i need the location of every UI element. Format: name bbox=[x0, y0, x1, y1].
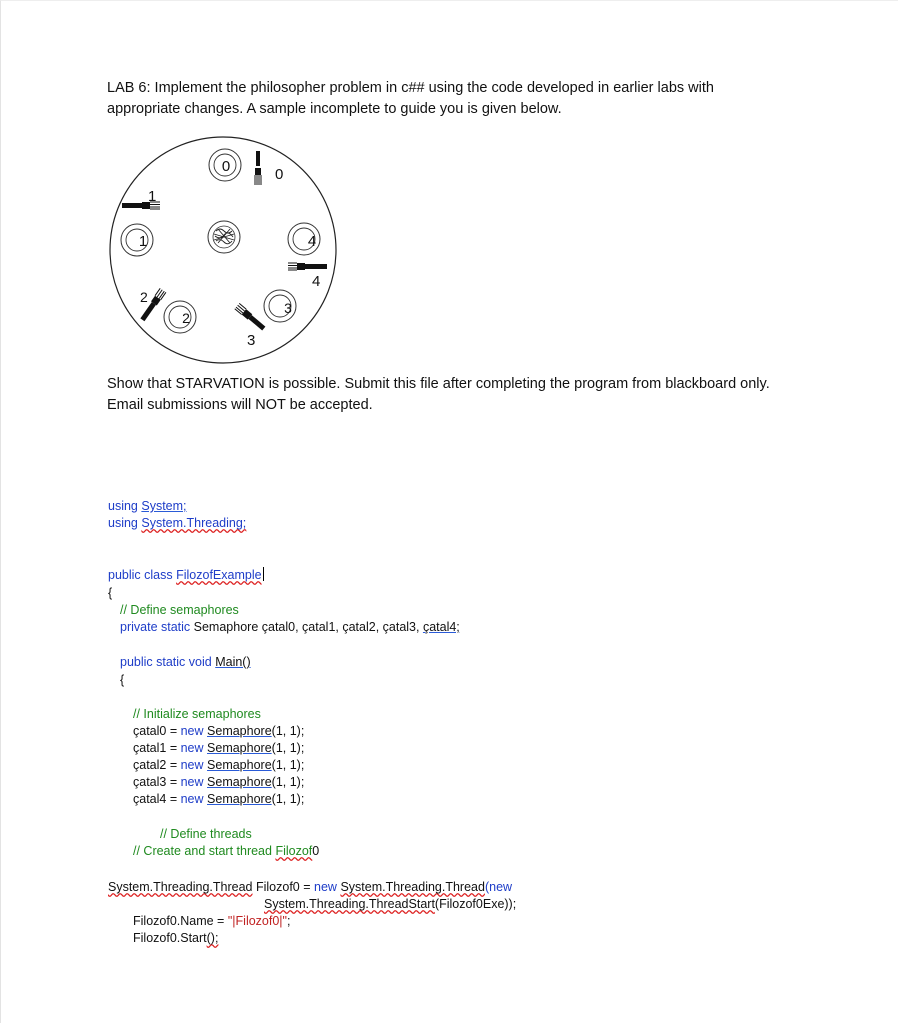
type: Semaphore bbox=[207, 758, 272, 772]
plate-label-1: 1 bbox=[138, 233, 148, 250]
code-class-declaration bbox=[108, 567, 264, 585]
plate-label-0: 0 bbox=[221, 158, 231, 175]
constructor: System.Threading.Thread bbox=[340, 880, 485, 894]
code-init-line bbox=[133, 757, 304, 775]
keyword: new bbox=[180, 775, 204, 789]
plate-label-3: 3 bbox=[284, 300, 292, 316]
intro-line-2: appropriate changes. A sample incomplete to guide you is given below. bbox=[107, 101, 562, 117]
type: System.Threading.Thread bbox=[108, 880, 253, 894]
fork-label-0: 0 bbox=[275, 166, 284, 183]
keyword: new bbox=[180, 724, 204, 738]
fork-4-icon bbox=[288, 263, 327, 270]
intro-paragraph bbox=[107, 78, 827, 120]
code-thread-declaration bbox=[108, 879, 512, 897]
variable: çatal2 = bbox=[133, 758, 181, 772]
args: (1, 1); bbox=[271, 724, 305, 738]
intro-line-1: LAB 6: Implement the philosopher problem in c## using the code developed in earlier labs with bbox=[107, 80, 714, 96]
type: System.Threading.ThreadStart bbox=[264, 897, 435, 911]
code-field-declaration bbox=[120, 619, 460, 637]
fork-label-2: 2 bbox=[140, 289, 148, 305]
code-open-brace: { bbox=[108, 586, 113, 600]
keyword: private static bbox=[120, 620, 191, 634]
comment-name: Filozof bbox=[275, 844, 313, 858]
center-dish-icon bbox=[208, 221, 240, 253]
plate-label-2: 2 bbox=[182, 310, 190, 326]
keyword: new bbox=[180, 741, 204, 755]
fork-0-icon bbox=[255, 151, 261, 185]
comment-number: 0 bbox=[312, 844, 320, 858]
variable: çatal0 = bbox=[133, 724, 181, 738]
variable: çatal4 = bbox=[133, 792, 181, 806]
fork-3-icon bbox=[235, 303, 266, 331]
method-name: Main() bbox=[215, 655, 251, 669]
plate-0-icon bbox=[209, 149, 241, 181]
type: Semaphore bbox=[207, 724, 272, 738]
keyword: new bbox=[314, 880, 337, 894]
code-using-system bbox=[108, 498, 187, 516]
code-main-declaration bbox=[120, 654, 251, 672]
code-comment-threads: // Define threads bbox=[160, 827, 252, 841]
note-line-2: Email submissions will NOT be accepted. bbox=[107, 397, 373, 413]
fork-label-1: 1 bbox=[148, 188, 157, 205]
code-using-threading bbox=[108, 515, 246, 533]
field-list: Semaphore çatal0, çatal1, çatal2, çatal3, bbox=[190, 620, 423, 634]
comment: // Create and start thread bbox=[133, 844, 276, 858]
args: (1, 1); bbox=[271, 792, 305, 806]
args: (1, 1); bbox=[271, 741, 305, 755]
namespace: System.Threading; bbox=[141, 516, 247, 530]
type: Semaphore bbox=[207, 741, 272, 755]
text-cursor bbox=[263, 567, 264, 581]
field-last: çatal4; bbox=[422, 620, 460, 634]
terminator: ; bbox=[286, 914, 291, 928]
method-call: Filozof0.Start bbox=[133, 931, 207, 945]
code-init-line bbox=[133, 774, 304, 792]
keyword: new bbox=[180, 792, 204, 806]
plate-3-icon bbox=[264, 290, 296, 322]
code-threadstart bbox=[264, 896, 516, 914]
variable: çatal3 = bbox=[133, 775, 181, 789]
string-literal: "|Filozof0|" bbox=[227, 914, 287, 928]
class-name: FilozofExample bbox=[176, 568, 262, 582]
fork-label-4: 4 bbox=[312, 273, 321, 290]
note-line-1: Show that STARVATION is possible. Submit this file after completing the program from blackboard only. bbox=[107, 376, 770, 392]
args: (Filozof0Exe)); bbox=[434, 897, 517, 911]
keyword: using bbox=[108, 499, 138, 513]
plate-label-4: 4 bbox=[307, 233, 317, 250]
keyword: public class bbox=[108, 568, 173, 582]
variable: çatal1 = bbox=[133, 741, 181, 755]
type: Semaphore bbox=[207, 792, 272, 806]
keyword: using bbox=[108, 516, 138, 530]
assignment: Filozof0.Name = bbox=[133, 914, 228, 928]
call-args: (); bbox=[206, 931, 219, 945]
plate-1-icon bbox=[121, 224, 153, 256]
code-comment-semaphores: // Define semaphores bbox=[120, 603, 239, 617]
variable: Filozof0 = bbox=[252, 880, 315, 894]
code-init-line bbox=[133, 723, 304, 741]
plate-2-icon bbox=[164, 301, 196, 333]
type: Semaphore bbox=[207, 775, 272, 789]
code-comment-init: // Initialize semaphores bbox=[133, 707, 261, 721]
fork-label-3: 3 bbox=[247, 332, 256, 349]
args: (1, 1); bbox=[271, 775, 305, 789]
plate-4-icon bbox=[288, 223, 320, 255]
note-paragraph bbox=[107, 374, 887, 416]
args: (1, 1); bbox=[271, 758, 305, 772]
code-start-call bbox=[133, 930, 218, 948]
dining-philosophers-diagram bbox=[108, 135, 338, 365]
namespace: System; bbox=[141, 499, 187, 513]
keyword: new bbox=[180, 758, 204, 772]
code-init-line bbox=[133, 791, 304, 809]
keyword: (new bbox=[484, 880, 513, 894]
code-name-assign bbox=[133, 913, 290, 931]
code-main-brace: { bbox=[120, 673, 125, 687]
code-init-line bbox=[133, 740, 304, 758]
keyword: public static void bbox=[120, 655, 212, 669]
code-comment-create bbox=[133, 843, 319, 861]
